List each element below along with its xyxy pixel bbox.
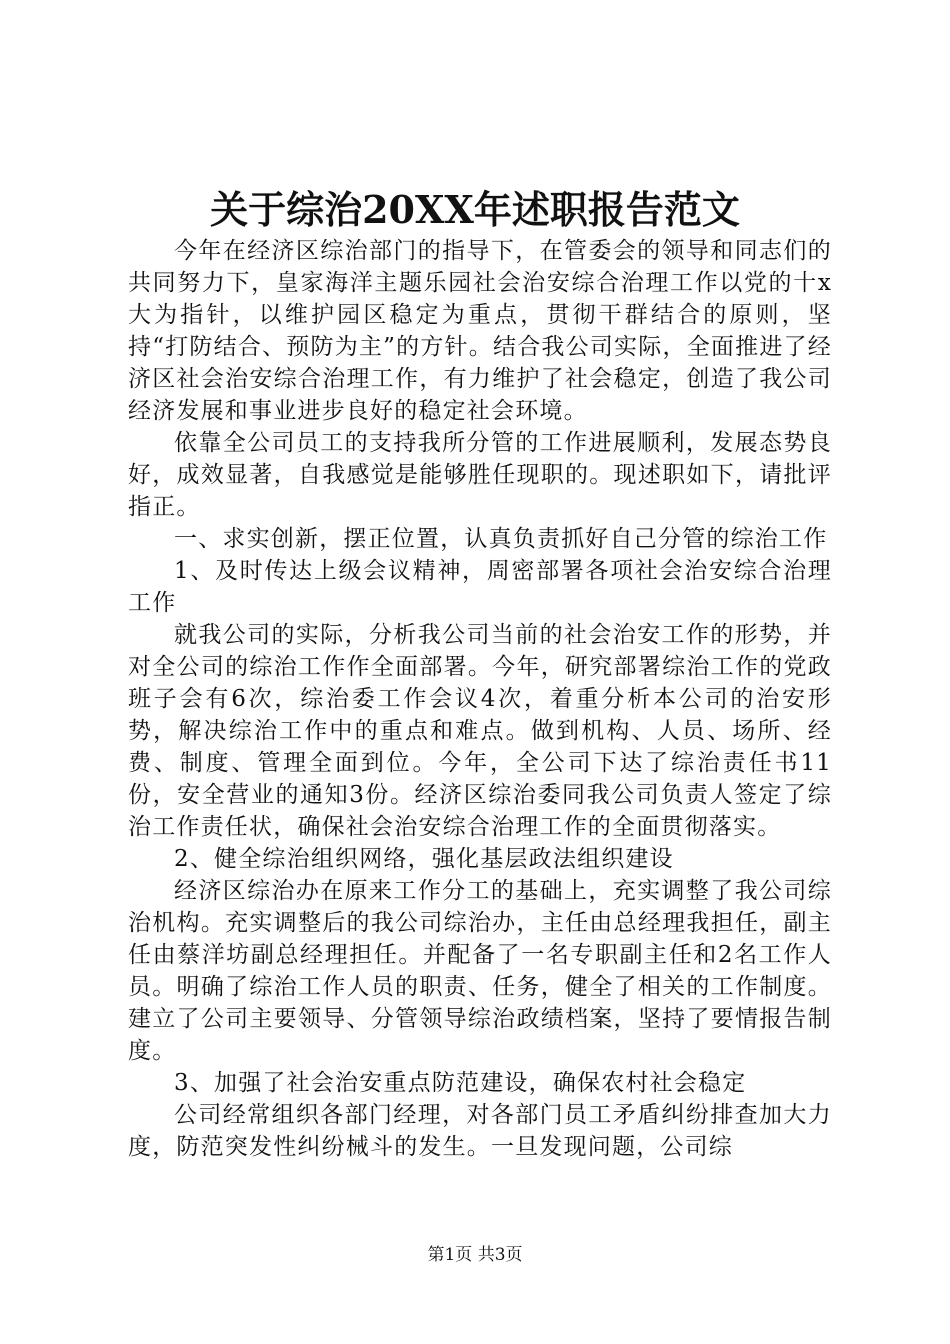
- subsection-heading-3: 3、加强了社会治安重点防范建设，确保农村社会稳定: [174, 1070, 747, 1096]
- subsection-heading-2: 2、健全综治组织网络，强化基层政法组织建设: [174, 846, 674, 872]
- document-body: [128, 235, 832, 1163]
- paragraph-prevention: 公司经常组织各部门经理，对各部门员工矛盾纠纷排查加大力度，防范突发性纠纷械斗的发生。一旦发现问题，公司综: [128, 1102, 832, 1160]
- paragraph-summary: 依靠全公司员工的支持我所分管的工作进展顺利，发展态势良好，成效显著，自我感觉是能够胜任现职的。现述职如下，请批评指正。: [128, 430, 832, 520]
- document-title: 关于综治20XX年述职报告范文: [210, 187, 740, 232]
- section-heading-1: 一、求实创新，摆正位置，认真负责抓好自己分管的综治工作: [174, 526, 828, 552]
- subsection-heading-1: 1、及时传达上级会议精神，周密部署各项社会治安综合治理工作: [128, 558, 832, 616]
- page-footer: 第1页 共3页: [427, 1245, 523, 1265]
- paragraph-deployment: 就我公司的实际，分析我公司当前的社会治安工作的形势，并对全公司的综治工作作全面部署。今年，研究部署综治工作的党政班子会有6次，综治委工作会议4次，着重分析本公司的治安形势，解决综治工作中的重点和难点。做到机构、人员、场所、经费、制度、管理全面到位。今年，全公司下达了综治责任书11份，安全营业的通知3份。经济区综治委同我公司负责人签定了综治工作责任状，确保社会治安综合治理工作的全面贯彻落实。: [128, 622, 832, 840]
- paragraph-intro: 今年在经济区综治部门的指导下，在管委会的领导和同志们的共同努力下，皇家海洋主题乐园社会治安综合治理工作以党的十x大为指针，以维护园区稳定为重点，贯彻干群结合的原则，坚持“打防结合、预防为主”的方针。结合我公司实际，全面推进了经济区社会治安综合治理工作，有力维护了社会稳定，创造了我公司经济发展和事业进步良好的稳定社会环境。: [128, 238, 832, 424]
- paragraph-organization: 经济区综治办在原来工作分工的基础上，充实调整了我公司综治机构。充实调整后的我公司综治办，主任由总经理我担任，副主任由蔡洋坊副总经理担任。并配备了一名专职副主任和2名工作人员。明确了综治工作人员的职责、任务，健全了相关的工作制度。建立了公司主要领导、分管领导综治政绩档案，坚持了要情报告制度。: [128, 878, 832, 1064]
